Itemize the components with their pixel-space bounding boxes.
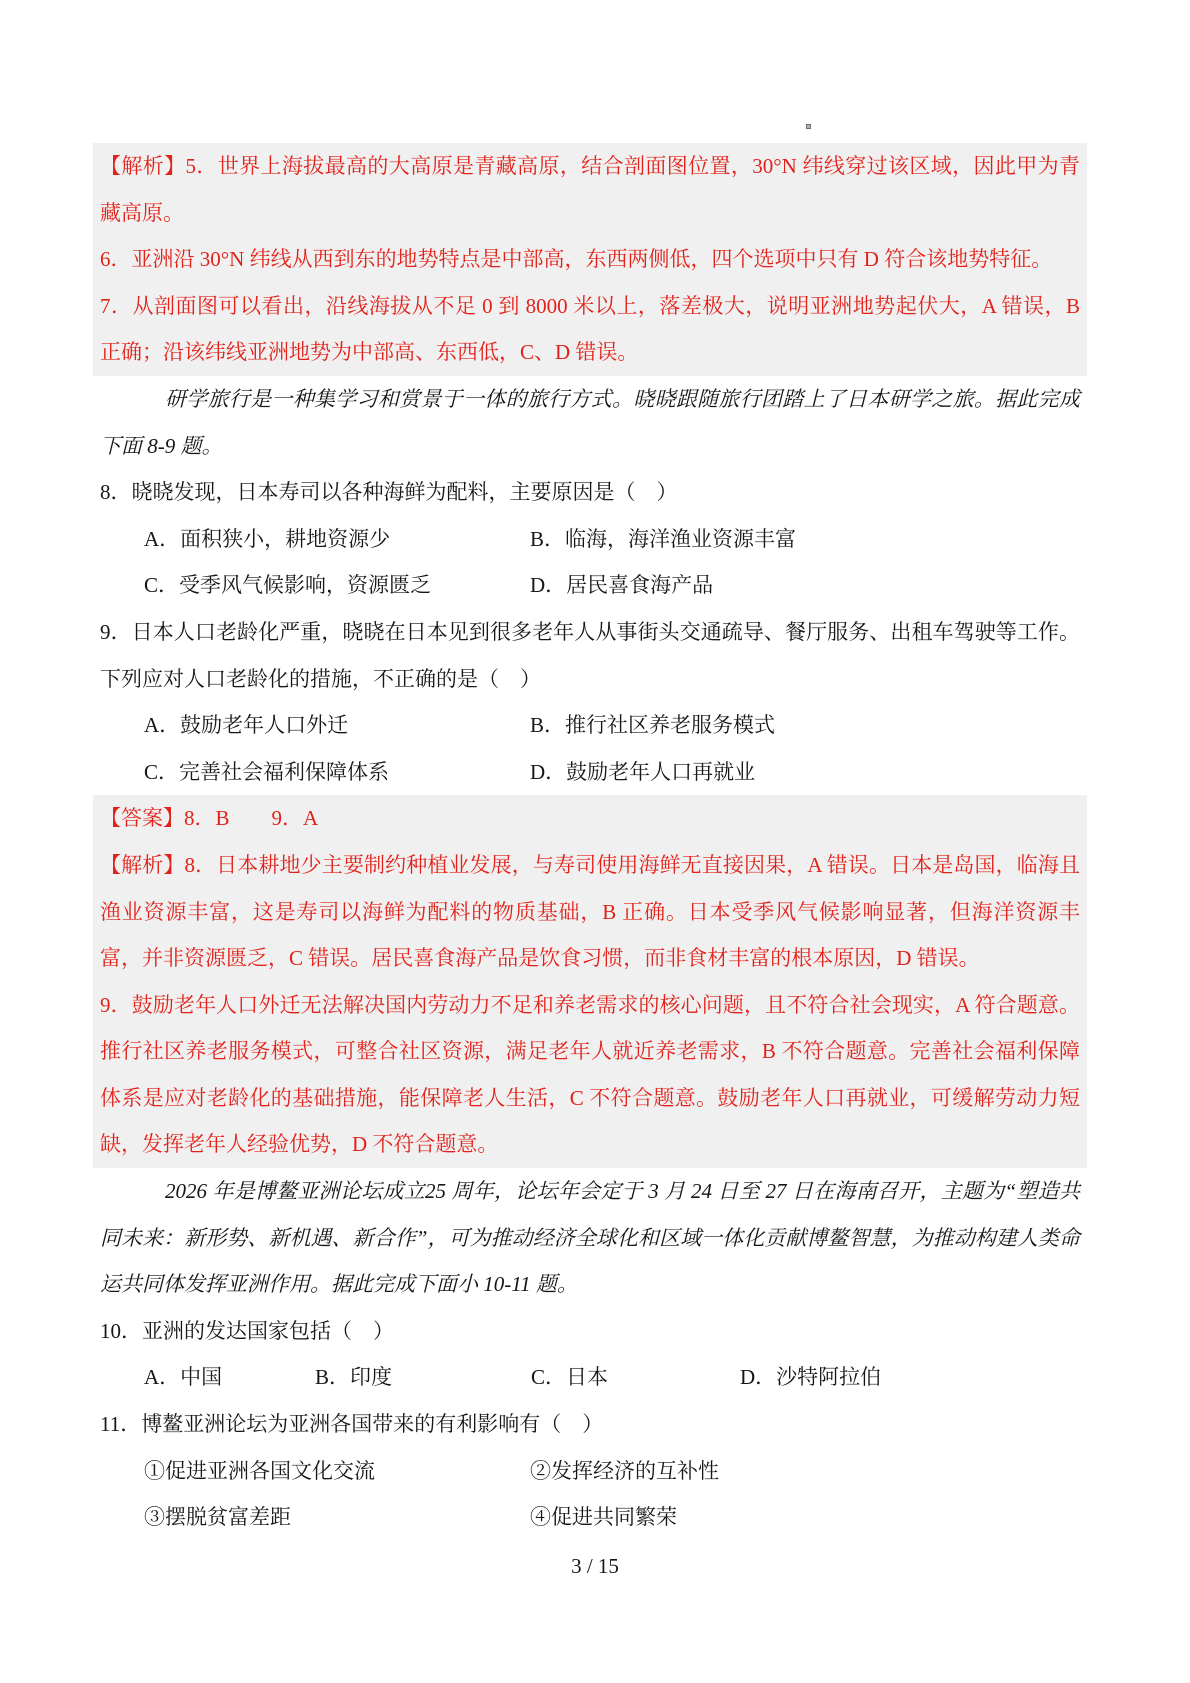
explanation-9-paragraph: 9．鼓励老年人口外迁无法解决国内劳动力不足和养老需求的核心问题，且不符合社会现实，A 符合题意。推行社区养老服务模式，可整合社区资源，满足老年人就近养老需求，B 不符合题意。完善社会福利保障体系是应对老龄化的基础措施，能保障老人生活，C 不符合题意。鼓励老年人口再就业，可缓解劳动力短缺，发挥老年人经验优势，D 不符合题意。: [100, 992, 1080, 1157]
question-11-options-row-1: [100, 1448, 1080, 1495]
page-number: 3 / 15: [571, 1554, 619, 1578]
stray-mark: [806, 124, 811, 129]
explanation-5-paragraph: 【解析】5．世界上海拔最高的大高原是青藏高原，结合剖面图位置，30°N 纬线穿过该区域，因此甲为青藏高原。: [100, 154, 1080, 225]
question-11-option-1: ①促进亚洲各国文化交流: [144, 1458, 375, 1483]
question-8-options-row-2: [100, 562, 1080, 609]
explanation-7-paragraph: 7．从剖面图可以看出，沿线海拔从不足 0 到 8000 米以上，落差极大，说明亚洲地势起伏大，A 错误，B 正确；沿该纬线亚洲地势为中部高、东西低，C、D 错误。: [100, 293, 1080, 365]
question-9-stem: 9．日本人口老龄化严重，晓晓在日本见到很多老年人从事街头交通疏导、餐厅服务、出租车驾驶等工作。下列应对人口老龄化的措施，不正确的是（ ）: [100, 619, 1080, 691]
question-10-option-a: A．中国: [144, 1365, 223, 1390]
question-8-option-a: A．面积狭小，耕地资源少: [144, 526, 391, 551]
question-9-option-a: A．鼓励老年人口外迁: [144, 713, 349, 738]
explanation-6-paragraph: 6．亚洲沿 30°N 纬线从西到东的地势特点是中部高，东西两侧低，四个选项中只有 D 符合该地势特征。: [100, 247, 1053, 272]
question-9-option-b: B．推行社区养老服务模式: [530, 713, 776, 738]
explanation-block-5-7: [93, 143, 1087, 376]
question-8-options-row-1: [100, 516, 1080, 563]
question-10-option-c: C．日本: [531, 1365, 609, 1390]
question-9-option-d: D．鼓励老年人口再就业: [530, 759, 756, 784]
passage-boao-forum: 2026 年是博鳌亚洲论坛成立25 周年，论坛年会定于 3 月 24 日至 27 日在海南召开，主题为“塑造共同未来：新形势、新机遇、新合作”，可为推动经济全球化和区域一体化贡献博鳌智慧，为推动构建人类命运共同体发挥亚洲作用。据此完成下面小 10-11 题。: [100, 1179, 1080, 1297]
passage-japan-study-tour: 研学旅行是一种集学习和赏景于一体的旅行方式。晓晓跟随旅行团踏上了日本研学之旅。据此完成下面 8-9 题。: [100, 386, 1080, 458]
question-10-options-row: [100, 1354, 1080, 1401]
question-10-option-d: D．沙特阿拉伯: [740, 1365, 882, 1390]
explanation-8-paragraph: 【解析】8．日本耕地少主要制约种植业发展，与寿司使用海鲜无直接因果，A 错误。日本是岛国，临海且渔业资源丰富，这是寿司以海鲜为配料的物质基础，B 正确。日本受季风气候影响显著，但海洋资源丰富，并非资源匮乏，C 错误。居民喜食海产品是饮食习惯，而非食材丰富的根本原因，D 错误。: [100, 852, 1080, 971]
question-9-option-c: C．完善社会福利保障体系: [144, 759, 390, 784]
question-8-option-b: B．临海，海洋渔业资源丰富: [530, 526, 797, 551]
question-11-option-2: ②发挥经济的互补性: [530, 1458, 719, 1483]
question-11-option-3: ③摆脱贫富差距: [144, 1505, 291, 1530]
answer-explanation-block-8-9: [93, 795, 1087, 1168]
question-9-options-row-1: [100, 702, 1080, 749]
question-8-option-d: D．居民喜食海产品: [530, 573, 714, 598]
exam-page-content: [100, 143, 1080, 1541]
question-11-stem: 11．博鳌亚洲论坛为亚洲各国带来的有利影响有（ ）: [100, 1412, 604, 1437]
question-8-stem: 8．晓晓发现，日本寿司以各种海鲜为配料，主要原因是（ ）: [100, 480, 678, 505]
question-11-options-row-2: [100, 1494, 1080, 1541]
question-9-options-row-2: [100, 749, 1080, 796]
answer-line-8-9: 【答案】8．B 9．A: [100, 806, 319, 831]
question-11-option-4: ④促进共同繁荣: [530, 1505, 677, 1530]
question-10-stem: 10．亚洲的发达国家包括（ ）: [100, 1318, 394, 1343]
question-10-option-b: B．印度: [315, 1365, 393, 1390]
question-8-option-c: C．受季风气候影响，资源匮乏: [144, 573, 432, 598]
